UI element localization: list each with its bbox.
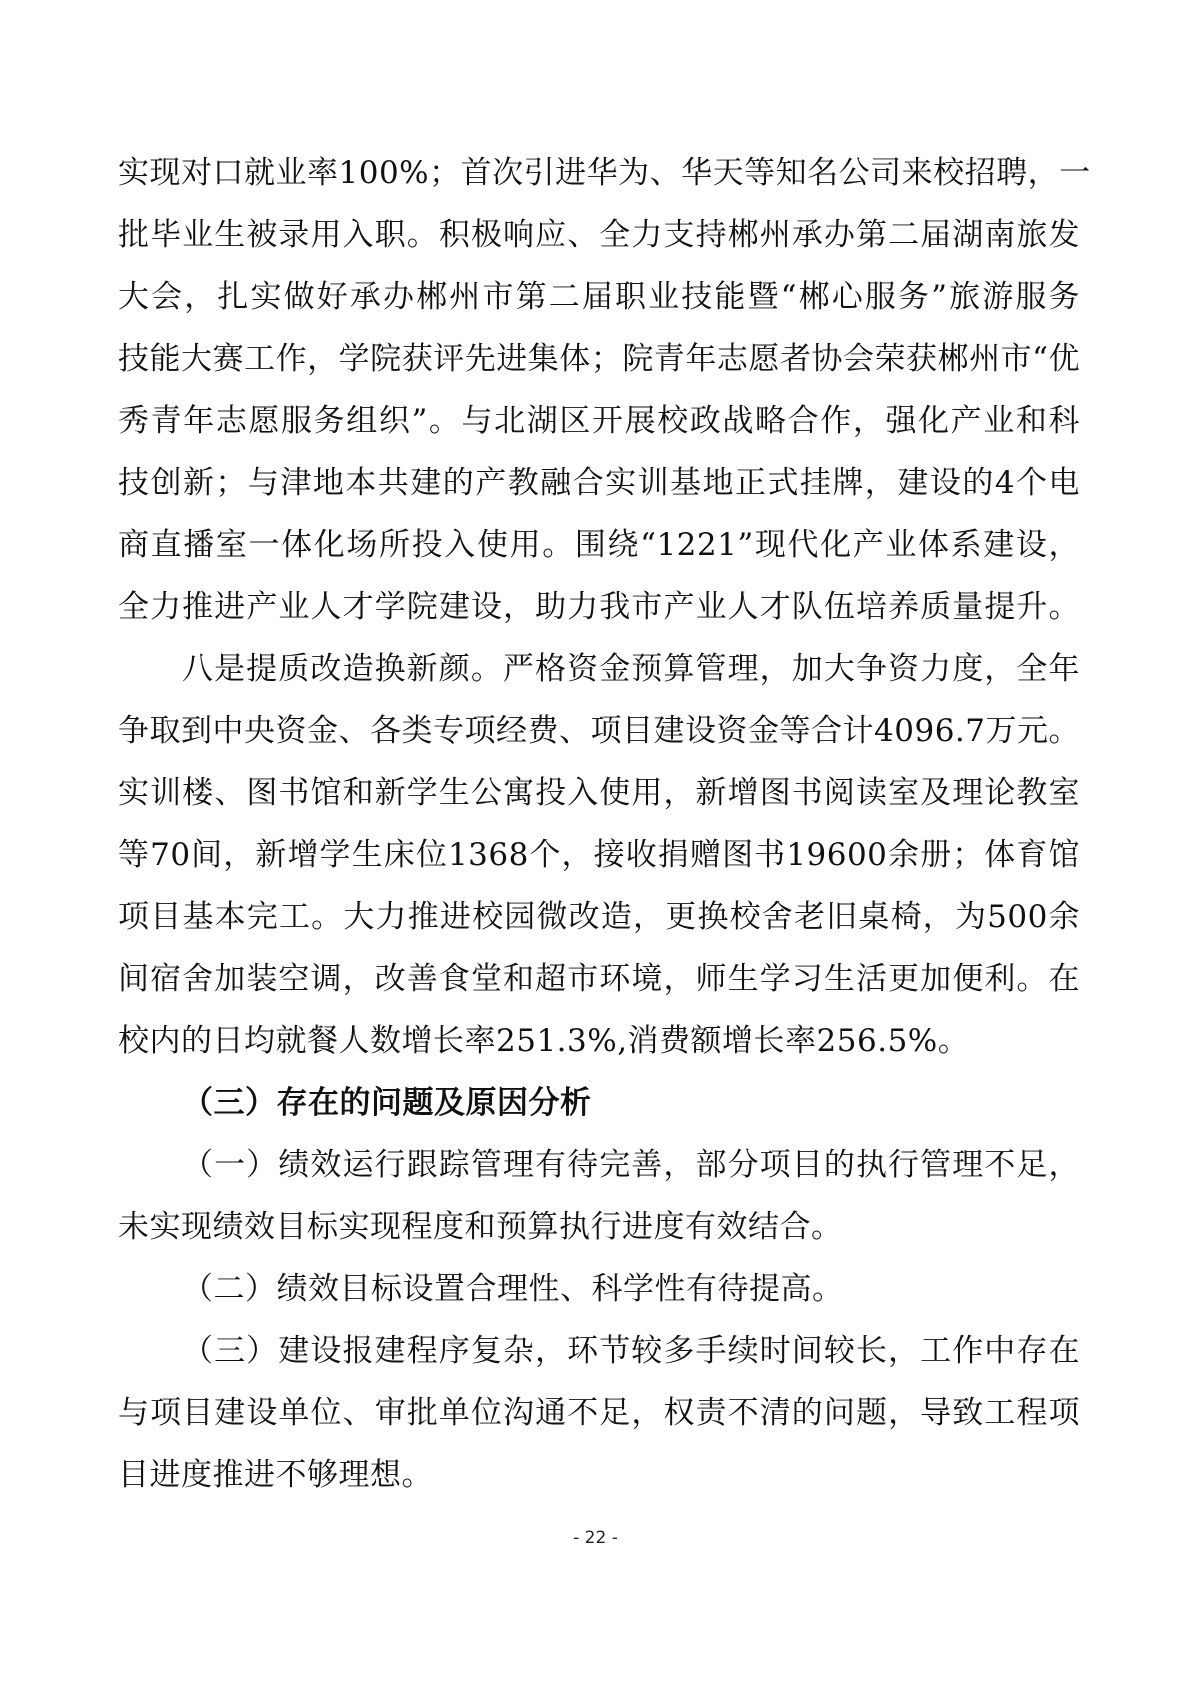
text-line: 项目基本完工。大力推进校园微改造，更换校舍老旧桌椅，为500余 — [118, 899, 1080, 935]
paragraph-start-line: 八是提质改造换新颜。严格资金预算管理，加大争资力度，全年 — [182, 651, 1080, 687]
section-heading: （三）存在的问题及原因分析 — [182, 1085, 592, 1121]
paragraph-start-line: （一）绩效运行跟踪管理有待完善，部分项目的执行管理不足， — [182, 1147, 1080, 1183]
text-line: 秀青年志愿服务组织”。与北湖区开展校政战略合作，强化产业和科 — [118, 403, 1080, 439]
paragraph-end-line: 校内的日均就餐人数增长率251.3%,消费额增长率256.5%。 — [118, 1023, 970, 1059]
text-line: 技能大赛工作，学院获评先进集体；院青年志愿者协会荣获郴州市“优 — [118, 341, 1080, 377]
body-text — [118, 150, 1091, 1550]
text-line: 全力推进产业人才学院建设，助力我市产业人才队伍培养质量提升。 — [118, 589, 1080, 625]
text-line: 大会，扎实做好承办郴州市第二届职业技能暨“郴心服务”旅游服务 — [118, 279, 1080, 315]
page-number: - 22 - — [573, 1528, 618, 1548]
text-line: 技创新；与津地本共建的产教融合实训基地正式挂牌，建设的4个电 — [118, 465, 1080, 501]
paragraph-start-line: （三）建设报建程序复杂，环节较多手续时间较长，工作中存在 — [182, 1333, 1080, 1369]
paragraph-single-line: （二）绩效目标设置合理性、科学性有待提高。 — [182, 1271, 844, 1307]
paragraph-end-line: 目进度推进不够理想。 — [118, 1457, 433, 1493]
text-line: 实现对口就业率100%；首次引进华为、华天等知名公司来校招聘，一 — [118, 155, 1091, 191]
text-line: 争取到中央资金、各类专项经费、项目建设资金等合计4096.7万元。 — [118, 713, 1080, 749]
text-line: 等70间，新增学生床位1368个，接收捐赠图书19600余册；体育馆 — [118, 837, 1080, 873]
text-line: 实训楼、图书馆和新学生公寓投入使用，新增图书阅读室及理论教室 — [118, 775, 1080, 811]
text-line: 批毕业生被录用入职。积极响应、全力支持郴州承办第二届湖南旅发 — [118, 217, 1080, 253]
text-line: 商直播室一体化场所投入使用。围绕“1221”现代化产业体系建设， — [118, 527, 1080, 563]
text-line: 间宿舍加装空调，改善食堂和超市环境，师生学习生活更加便利。在 — [118, 961, 1080, 997]
text-line: 与项目建设单位、审批单位沟通不足，权责不清的问题，导致工程项 — [118, 1395, 1080, 1431]
paragraph-end-line: 未实现绩效目标实现程度和预算执行进度有效结合。 — [118, 1209, 843, 1245]
